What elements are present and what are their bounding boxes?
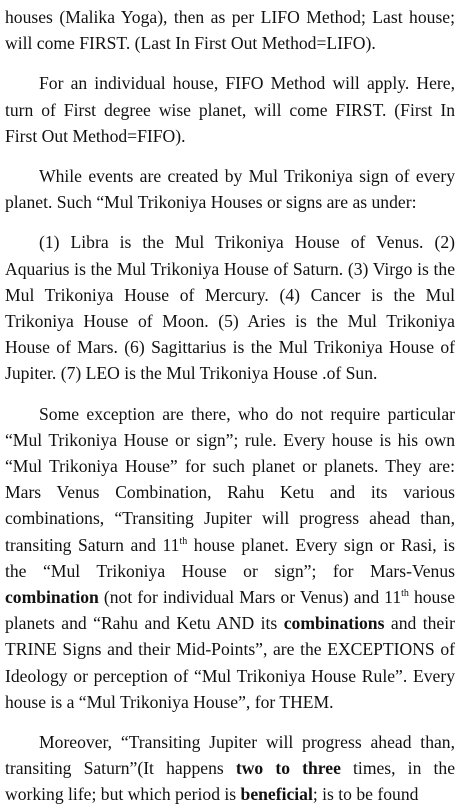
text-run: (not for individual Mars or Venus) and 11 <box>98 587 402 608</box>
bold-text: combinations <box>283 613 385 634</box>
paragraph-moreover <box>5 729 455 808</box>
paragraph-mul-trikoniya-intro: While events are created by Mul Trikoniya sign of every planet. Such “Mul Trikoniya Houses or signs are as under: <box>5 166 455 213</box>
text-run: house planet. Every sign or Rasi, is the “Mul Trikoniya House or sign”; for Mars-Venus <box>5 534 455 581</box>
bold-text: combination <box>5 587 99 608</box>
paragraph-fifo: For an individual house, FIFO Method will apply. Here, turn of First degree wise planet, will come FIRST. (First In First Out Method=FIFO). <box>5 73 455 146</box>
superscript: th <box>179 535 188 547</box>
paragraph-mul-trikoniya-list: (1) Libra is the Mul Trikoniya House of Venus. (2) Aquarius is the Mul Trikoniya House of Saturn. (3) Virgo is the Mul Trikoniya House of Mercury. (4) Cancer is the Mul Trikoniya House of Moon. (5) Aries is the Mul Trikoniya House of Mars. (6) Sagittarius is the Mul Trikoniya House of Jupiter. (7) LEO is the Mul Trikoniya House .of Sun. <box>5 232 455 384</box>
text-run: house planets and “Rahu and Ketu AND its <box>5 587 455 634</box>
text-run: Some exception are there, who do not require particular “Mul Trikoniya House or sign”; rule. Every house is his own “Mul Trikoniya House” for such planet or planets. They are: Mars Venus Combination, Rahu Ketu and its various combinations, “Transiting Jupiter will progress ahead than, transiting Saturn and 11 <box>5 403 455 555</box>
text-run: and their TRINE Signs and their Mid-Points”, are the EXCEPTIONS of Ideology or perception of “Mul Trikoniya House Rule”. Every house is a “Mul Trikoniya House”, for THEM. <box>5 613 455 712</box>
text-run: times, in the working life; but which period is <box>5 758 455 805</box>
text-run: Moreover, “Transiting Jupiter will progress ahead than, transiting Saturn”(It happens <box>5 732 455 779</box>
bold-text: two to three <box>235 758 341 779</box>
paragraph-exceptions <box>5 401 455 715</box>
bold-text: beneficial <box>240 784 313 805</box>
superscript: th <box>401 588 409 600</box>
paragraph-lifo: houses (Malika Yoga), then as per LIFO Method; Last house; will come FIRST. (Last In First Out Method=LIFO). <box>5 7 455 54</box>
text-run: ; is to be found <box>312 784 419 805</box>
